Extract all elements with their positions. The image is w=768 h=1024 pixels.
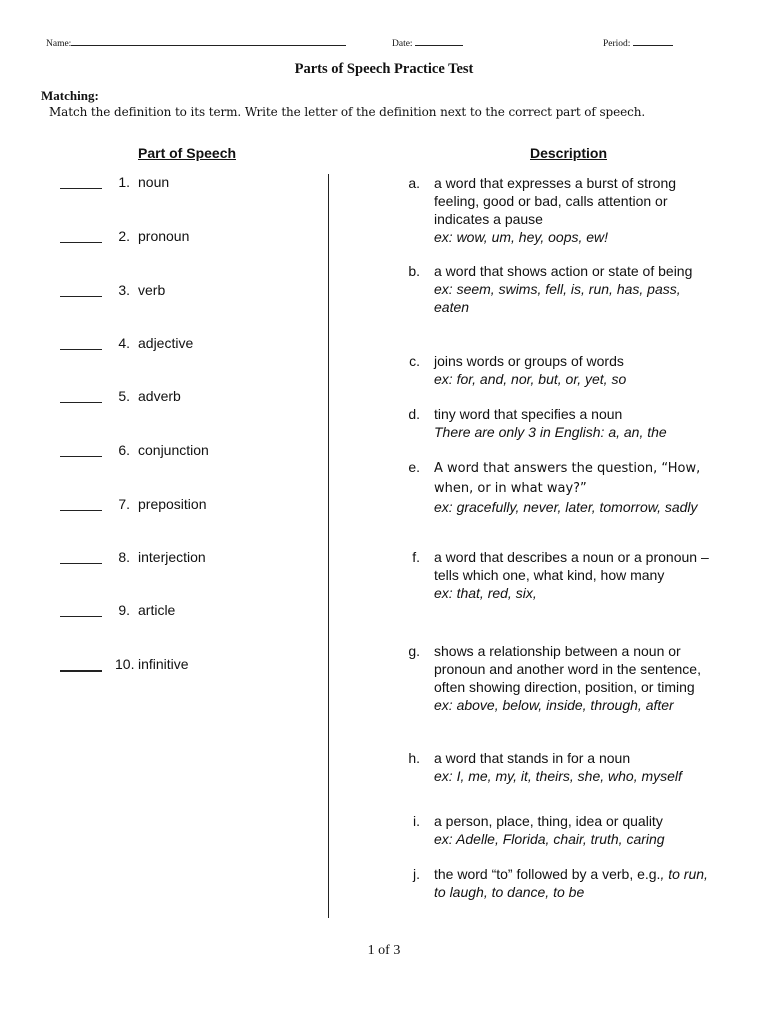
definition-text: a person, place, thing, idea or quality	[434, 813, 663, 829]
definition-text: tiny word that specifies a noun	[434, 406, 623, 422]
term-number: 4.	[118, 335, 130, 351]
answer-blank[interactable]	[60, 563, 102, 564]
term-number: 2.	[118, 228, 130, 244]
term-number: 3.	[118, 282, 130, 298]
answer-blank[interactable]	[60, 349, 102, 350]
name-field	[46, 36, 346, 49]
definition-example: ex: that, red, six,	[434, 585, 537, 601]
name-blank	[71, 36, 346, 46]
term-word: conjunction	[138, 442, 209, 458]
definition-letter: g.	[408, 643, 420, 659]
definition-example: ex: wow, um, hey, oops, ew!	[434, 229, 609, 245]
answer-blank[interactable]	[60, 296, 102, 297]
definition-example: ex: gracefully, never, later, tomorrow, sadly	[434, 499, 698, 515]
date-label: Date:	[392, 39, 413, 49]
period-field	[603, 36, 673, 49]
definition-text: joins words or groups of words	[434, 353, 624, 369]
period-blank	[633, 36, 673, 46]
date-field	[392, 36, 463, 49]
definition-example: There are only 3 in English: a, an, the	[434, 424, 667, 440]
definition-text: a word that expresses a burst of strong feeling, good or bad, calls attention or indicates a pause	[434, 175, 677, 227]
answer-blank[interactable]	[60, 402, 102, 403]
definition-letter: e.	[408, 459, 420, 475]
term-number: 10.	[115, 656, 135, 672]
answer-blank[interactable]	[60, 510, 102, 511]
column-header-part-of-speech: Part of Speech	[138, 145, 237, 161]
term-number: 1.	[118, 174, 130, 190]
answer-blank[interactable]	[60, 616, 102, 617]
date-blank	[415, 36, 463, 46]
definition-text: a word that describes a noun or a pronoun – tells which one, what kind, how many	[434, 549, 709, 583]
term-word: noun	[138, 174, 170, 190]
definition-letter: d.	[408, 406, 420, 422]
definition-example: ex: Adelle, Florida, chair, truth, caring	[434, 831, 665, 847]
term-word: infinitive	[138, 656, 189, 672]
definition-letter: f.	[412, 549, 420, 565]
term-word: pronoun	[138, 228, 190, 244]
definition-text: a word that stands in for a noun	[434, 750, 631, 766]
period-label: Period:	[603, 39, 631, 49]
definition-letter: i.	[413, 813, 420, 829]
definition-example: , to run, to laugh, to dance, to be	[434, 866, 708, 900]
definition-example: ex: I, me, my, it, theirs, she, who, myself	[434, 768, 682, 784]
page-title: Parts of Speech Practice Test	[294, 61, 474, 77]
term-word: preposition	[138, 496, 207, 512]
term-word: verb	[138, 282, 166, 298]
column-divider	[328, 174, 329, 918]
definition-example: ex: seem, swims, fell, is, run, has, pass, eaten	[434, 281, 681, 315]
name-label: Name:	[46, 39, 72, 49]
term-word: interjection	[138, 549, 206, 565]
definition-letter: c.	[409, 353, 420, 369]
term-word: adjective	[138, 335, 194, 351]
section-label: Matching:	[41, 88, 99, 103]
term-number: 6.	[118, 442, 130, 458]
term-number: 5.	[118, 388, 130, 404]
answer-blank[interactable]	[60, 242, 102, 243]
definition-letter: b.	[408, 263, 420, 279]
definition-text: a word that shows action or state of being	[434, 263, 693, 279]
definition-text: the word “to” followed by a verb, e.g.	[434, 866, 661, 882]
term-word: article	[138, 602, 176, 618]
instructions: Match the definition to its term. Write the letter of the definition next to the correct part of speech.	[49, 105, 646, 119]
page-number: 1 of 3	[367, 943, 401, 958]
answer-blank[interactable]	[60, 456, 102, 457]
term-number: 8.	[118, 549, 130, 565]
definition-example: ex: above, below, inside, through, after	[434, 697, 674, 713]
definition-letter: j.	[413, 866, 420, 882]
term-number: 7.	[118, 496, 130, 512]
definition-letter: a.	[408, 175, 420, 191]
definition-example: ex: for, and, nor, but, or, yet, so	[434, 371, 627, 387]
answer-blank[interactable]	[60, 188, 102, 189]
answer-blank[interactable]	[60, 670, 102, 672]
definition-text: A word that answers the question, “How, when, or in what way?”	[434, 461, 701, 496]
definition-letter: h.	[408, 750, 420, 766]
column-header-description: Description	[530, 145, 608, 161]
definition-text: shows a relationship between a noun or pronoun and another word in the sentence, often showing direction, position, or timing	[434, 643, 701, 695]
term-number: 9.	[118, 602, 130, 618]
term-word: adverb	[138, 388, 181, 404]
